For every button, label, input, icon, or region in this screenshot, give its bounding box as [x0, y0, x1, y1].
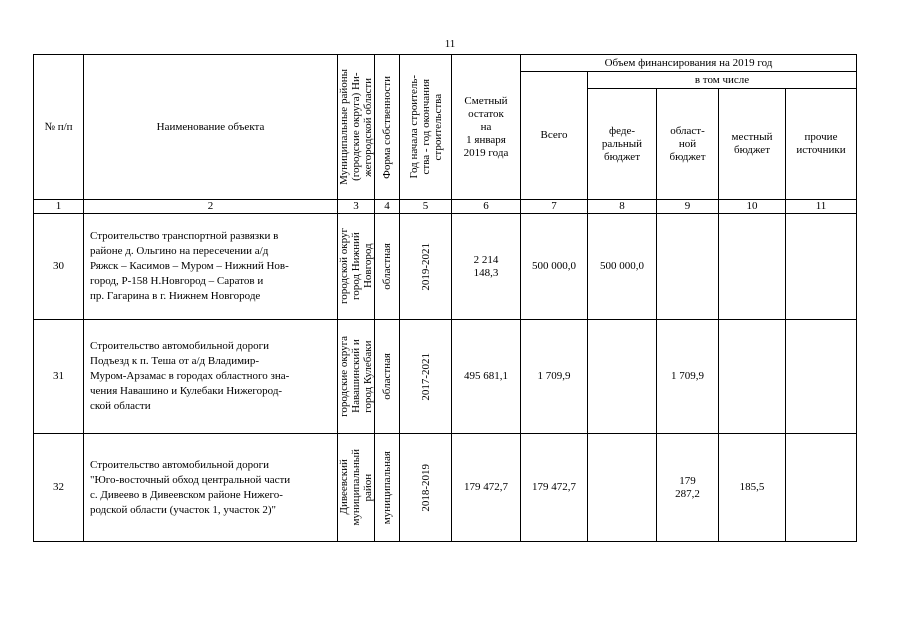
other-cell [786, 320, 857, 434]
header-num: № п/п [34, 55, 84, 200]
row-num: 32 [34, 434, 84, 542]
header-funding: Объем финансирования на 2019 год [521, 55, 857, 72]
page-number: 11 [444, 38, 456, 50]
financing-table [33, 54, 857, 542]
column-number: 10 [719, 200, 786, 214]
ownership-cell: областная [375, 320, 400, 434]
local-cell [719, 320, 786, 434]
other-cell [786, 434, 857, 542]
years-cell: 2019-2021 [400, 214, 452, 320]
column-number: 4 [375, 200, 400, 214]
column-number: 1 [34, 200, 84, 214]
ownership-cell: муниципальная [375, 434, 400, 542]
years-cell: 2017-2021 [400, 320, 452, 434]
local-cell: 185,5 [719, 434, 786, 542]
total-cell: 179 472,7 [521, 434, 588, 542]
estimate-cell: 2 214 148,3 [452, 214, 521, 320]
column-number: 9 [657, 200, 719, 214]
column-number: 8 [588, 200, 657, 214]
regional-cell: 1 709,9 [657, 320, 719, 434]
header-other: прочие источники [786, 89, 857, 200]
federal-cell [588, 320, 657, 434]
estimate-cell: 495 681,1 [452, 320, 521, 434]
years-cell: 2018-2019 [400, 434, 452, 542]
header-object-name: Наименование объекта [84, 55, 338, 200]
estimate-cell: 179 472,7 [452, 434, 521, 542]
row-num: 31 [34, 320, 84, 434]
header-district: Муниципальные районы (городские округа) Ни- жегородской области [338, 55, 375, 200]
total-cell: 500 000,0 [521, 214, 588, 320]
object-name: Строительство транспортной развязки в районе д. Ольгино на пересечении а/д Ряжск – Касимов – Муром – Нижний Нов- город, Р-158 Н.Новгород – Саратов и пр. Гагарина в г. Нижнем Новгороде [84, 214, 338, 320]
federal-cell: 500 000,0 [588, 214, 657, 320]
district-cell: городские округа Навашинский и город Кулебаки [338, 320, 375, 434]
column-number: 7 [521, 200, 588, 214]
regional-cell: 179 287,2 [657, 434, 719, 542]
object-name: Строительство автомобильной дороги Подъезд к п. Теша от а/д Владимир- Муром-Арзамас в городах областного зна- чения Навашино и Кулебаки Нижегород- ской области [84, 320, 338, 434]
ownership-cell: областная [375, 214, 400, 320]
column-number: 11 [786, 200, 857, 214]
row-num: 30 [34, 214, 84, 320]
district-cell: городской округ город Нижний Новгород [338, 214, 375, 320]
district-cell: Дивеевский муниципальный район [338, 434, 375, 542]
header-including: в том числе [588, 72, 857, 89]
table-row [34, 434, 857, 542]
column-number: 5 [400, 200, 452, 214]
table-row [34, 214, 857, 320]
column-number-row [34, 200, 857, 214]
column-number: 2 [84, 200, 338, 214]
header-ownership: Форма собственности [375, 55, 400, 200]
table-row [34, 320, 857, 434]
header-estimate: Сметный остаток на 1 января 2019 года [452, 55, 521, 200]
header-local: местный бюджет [719, 89, 786, 200]
column-number: 6 [452, 200, 521, 214]
header-federal: феде- ральный бюджет [588, 89, 657, 200]
federal-cell [588, 434, 657, 542]
object-name: Строительство автомобильной дороги "Юго-восточный обход центральной части с. Дивеево в Дивеевском районе Нижего- родской области (участок 1, участок 2)" [84, 434, 338, 542]
header-regional: област- ной бюджет [657, 89, 719, 200]
header-years: Год начала строитель- ства - год окончания строительства [400, 55, 452, 200]
column-number: 3 [338, 200, 375, 214]
regional-cell [657, 214, 719, 320]
header-total: Всего [521, 72, 588, 200]
total-cell: 1 709,9 [521, 320, 588, 434]
local-cell [719, 214, 786, 320]
other-cell [786, 214, 857, 320]
